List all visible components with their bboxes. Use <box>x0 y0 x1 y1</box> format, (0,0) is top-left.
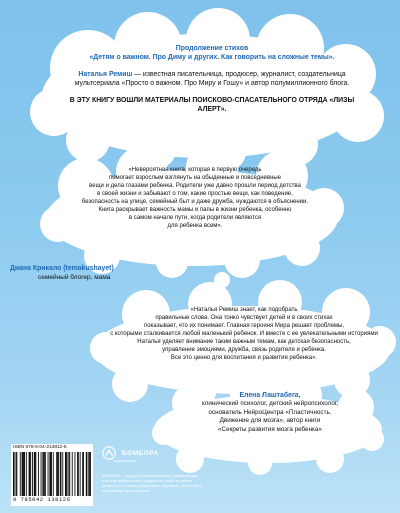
barcode-bar <box>42 452 43 496</box>
review1-quote: «Невероятная книга, которая в первую очередь помогает взрослым взглянуть на обыденные и повседневные вещи и дела глазами ребенка. Родители уже давно прошли период детства в своей жизни и забывают о том, какие простые вещи, как поведение, безопасность на улице, семейный быт и даже дружба, нуждаются в объяснении. Книга раскрывает важность мамы и папы в жизни ребенка, особенно в самом начале пути, когда родители являются для ребенка всем». <box>81 167 309 229</box>
series-line <box>64 44 360 62</box>
barcode-bar <box>43 452 44 496</box>
intro-text <box>64 44 360 114</box>
reviewer-role: клинический психолог, детский нейропсихолог, основатель НейроЦентра «Пластичность. Движение для мозга», автор книги «Секреты развития мозга ребенка» <box>201 400 339 433</box>
barcode-bar <box>69 452 70 496</box>
barcode-bar <box>89 452 90 496</box>
barcode-bar <box>78 452 79 496</box>
liza-alert-note: В ЭТУ КНИГУ ВОШЛИ МАТЕРИАЛЫ ПОИСКОВО-СПАСАТЕЛЬНОГО ОТРЯДА «ЛИЗЫ АЛЕРТ». <box>69 97 355 113</box>
barcode-bar <box>13 452 15 496</box>
barcode-icon <box>13 452 91 496</box>
barcode-bar <box>86 452 88 496</box>
barcode-bar <box>82 452 83 496</box>
barcode-bar <box>56 452 57 496</box>
review1-text <box>64 166 326 230</box>
barcode-bar <box>67 452 68 496</box>
barcode-bar <box>88 452 89 496</box>
series-label: Продолжение стихов <box>175 45 249 52</box>
barcode-bar <box>44 452 46 496</box>
barcode-bar <box>48 452 49 496</box>
publisher-blurb: БОМБОРА — лидер на рынке полезных и развивающих книг. Мы любим книги и создаем их, чтобы вы могли узнать что-то новое, попробовать, научиться, расти. Быть счастливым. Быть на волне. <box>102 474 202 493</box>
barcode-bar <box>16 452 17 496</box>
barcode-bar <box>30 452 31 496</box>
barcode-digits: 9 785042 138126 <box>13 497 71 503</box>
series-title: «Детям о важном. Про Диму и других. Как говорить на сложные темы». <box>89 54 335 61</box>
review2-text <box>110 306 378 362</box>
barcode-bar <box>34 452 36 496</box>
barcode-bar <box>62 452 63 496</box>
author-bio <box>64 70 360 88</box>
reviewer-name: Елена Лаштабега, <box>239 392 301 399</box>
barcode-bar <box>58 452 59 496</box>
barcode-bar <box>49 452 51 496</box>
review2-quote: «Наталья Ремиш знает, как подобрать правильные слова. Она тонко чувствует детей и в своих стихах показывает, что их понимает. Главная героиня Мира решает проблемы, с которыми сталкивается любой маленький ребенок. И вместе с ее увлекательными историями Наталья уделяет внимание таким важным темам, как детская безопасность, управление эмоциями, дружба, связь родителя и ребенка. Все это ценно для воспитания и развития ребенка». <box>110 307 378 361</box>
barcode-bar <box>60 452 62 496</box>
barcode-bar <box>35 452 36 496</box>
barcode-bar <box>77 452 78 496</box>
reviewer-name: Диана Крикало (temakushayet) <box>10 265 114 272</box>
barcode-bar <box>29 452 31 496</box>
barcode-bar <box>23 452 25 496</box>
barcode-bar <box>20 452 21 496</box>
barcode-bar <box>51 452 52 496</box>
publisher-sub: издательство <box>114 459 137 463</box>
barcode-bar <box>16 452 17 496</box>
barcode-bar <box>65 452 67 496</box>
author-bio-text: — известная писательница, продюсер, журналист, создательница мультсериала «Просто о важном. Про Миру и Гошу» и автор полумиллионного блога. <box>74 71 350 87</box>
barcode-bar <box>83 452 84 496</box>
barcode-block <box>11 444 93 506</box>
barcode-bar <box>75 452 76 496</box>
barcode-bar <box>23 452 24 496</box>
review1-author <box>10 264 114 282</box>
barcode-bar <box>32 452 33 496</box>
reviewer-role: семейный блогер, мама <box>38 274 111 281</box>
barcode-bar <box>72 452 73 496</box>
barcode-bar <box>38 452 39 496</box>
author-name: Наталья Ремиш <box>78 71 133 78</box>
barcode-bar <box>41 452 42 496</box>
publisher-name: БОМБОРА <box>122 449 159 457</box>
publisher-logo <box>102 446 159 463</box>
barcode-bar <box>80 452 81 496</box>
bombora-logo-icon <box>102 446 116 460</box>
review2-author-cloud <box>150 383 386 473</box>
review2-author <box>164 391 376 434</box>
barcode-bar <box>90 452 91 496</box>
barcode-bar <box>57 452 58 496</box>
isbn-label: ISBN 978-5-04-213812-6 <box>13 445 67 450</box>
barcode-bar <box>22 452 23 496</box>
barcode-bar <box>26 452 27 496</box>
barcode-bar <box>53 452 54 496</box>
barcode-bar <box>68 452 69 496</box>
